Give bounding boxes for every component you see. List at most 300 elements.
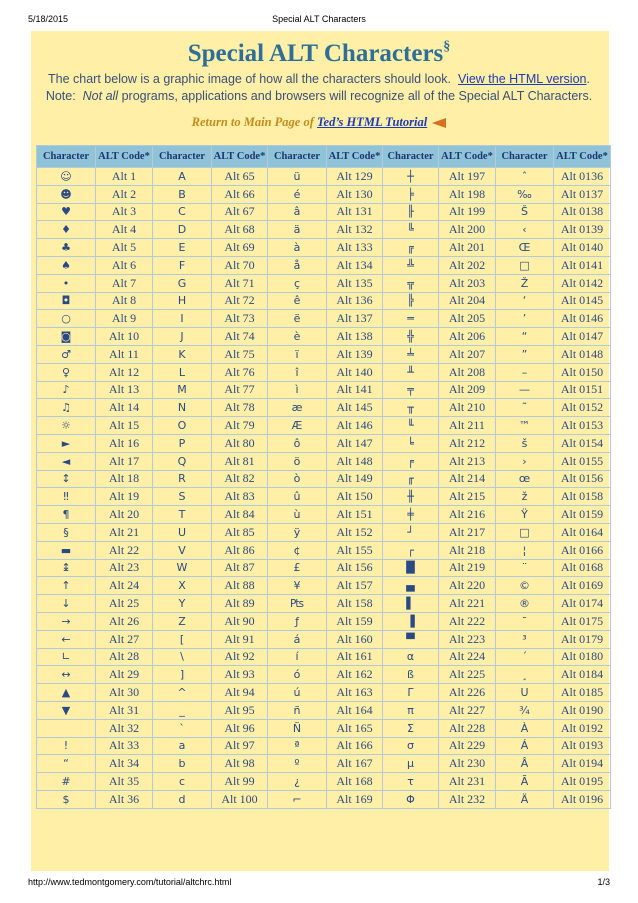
character-cell: ]: [153, 666, 212, 684]
character-cell: à: [268, 239, 327, 257]
alt-code-cell: Alt 100: [212, 790, 268, 808]
alt-code-cell: Alt 130: [327, 185, 383, 203]
alt-code-cell: Alt 80: [212, 434, 268, 452]
character-cell: –: [496, 363, 554, 381]
table-row: [37, 274, 611, 292]
table-row: [37, 488, 611, 506]
alt-code-cell: Alt 0145: [554, 292, 611, 310]
alt-code-cell: Alt 0154: [554, 434, 611, 452]
alt-code-cell: Alt 8: [96, 292, 153, 310]
character-cell: ˆ: [496, 168, 554, 186]
character-cell: Z: [153, 612, 212, 630]
alt-code-cell: Alt 0192: [554, 719, 611, 737]
character-cell: ☼: [37, 417, 96, 435]
character-cell: ù: [268, 506, 327, 524]
print-footer: [0, 877, 638, 891]
alt-code-cell: Alt 18: [96, 470, 153, 488]
character-cell: ▼: [37, 701, 96, 719]
table-row: [37, 221, 611, 239]
character-cell: º: [268, 755, 327, 773]
table-row: [37, 666, 611, 684]
character-cell: ï: [268, 345, 327, 363]
table-row: [37, 470, 611, 488]
character-cell: #: [37, 773, 96, 791]
alt-code-cell: Alt 230: [439, 755, 496, 773]
character-cell: Â: [496, 755, 554, 773]
alt-code-cell: Alt 13: [96, 381, 153, 399]
alt-code-cell: Alt 213: [439, 452, 496, 470]
character-cell: O: [153, 417, 212, 435]
character-cell: ž: [496, 488, 554, 506]
character-cell: ┼: [383, 168, 439, 186]
alt-code-cell: Alt 0141: [554, 256, 611, 274]
character-cell: ₧: [268, 595, 327, 613]
alt-code-cell: Alt 201: [439, 239, 496, 257]
alt-code-cell: Alt 0196: [554, 790, 611, 808]
character-cell: ♫: [37, 399, 96, 417]
column-header-alt-code: ALT Code*: [212, 146, 268, 168]
column-header-character: Character: [383, 146, 439, 168]
character-cell: á: [268, 630, 327, 648]
alt-code-cell: Alt 0137: [554, 185, 611, 203]
alt-code-cell: Alt 232: [439, 790, 496, 808]
character-cell: ⌐: [268, 790, 327, 808]
character-cell: ▌: [383, 595, 439, 613]
column-header-character: Character: [153, 146, 212, 168]
character-cell: N: [153, 399, 212, 417]
alt-code-cell: Alt 30: [96, 684, 153, 702]
column-header-alt-code: ALT Code*: [96, 146, 153, 168]
character-cell: ╠: [383, 292, 439, 310]
character-cell: [37, 719, 96, 737]
character-cell: ‹: [496, 221, 554, 239]
title-mark: §: [443, 38, 451, 54]
alt-code-cell: Alt 29: [96, 666, 153, 684]
alt-code-cell: Alt 0193: [554, 737, 611, 755]
character-cell: ¿: [268, 773, 327, 791]
alt-code-cell: Alt 23: [96, 559, 153, 577]
alt-code-cell: Alt 79: [212, 417, 268, 435]
alt-code-cell: Alt 169: [327, 790, 383, 808]
alt-code-cell: Alt 21: [96, 523, 153, 541]
alt-code-cell: Alt 0179: [554, 630, 611, 648]
table-row: [37, 701, 611, 719]
alt-code-cell: Alt 84: [212, 506, 268, 524]
character-cell: µ: [383, 755, 439, 773]
alt-code-cell: Alt 81: [212, 452, 268, 470]
alt-code-cell: Alt 33: [96, 737, 153, 755]
character-cell: î: [268, 363, 327, 381]
table-row: [37, 256, 611, 274]
alt-code-cell: Alt 212: [439, 434, 496, 452]
alt-code-cell: Alt 211: [439, 417, 496, 435]
alt-code-cell: Alt 78: [212, 399, 268, 417]
alt-code-cell: Alt 0155: [554, 452, 611, 470]
view-html-version-link[interactable]: View the HTML version: [457, 72, 587, 86]
page-title: Special ALT Characters§: [187, 38, 451, 67]
table-row: [37, 648, 611, 666]
character-cell: L: [153, 363, 212, 381]
alt-code-cell: Alt 70: [212, 256, 268, 274]
table-row: [37, 381, 611, 399]
character-cell: I: [153, 310, 212, 328]
table-row: [37, 755, 611, 773]
column-header-alt-code: ALT Code*: [327, 146, 383, 168]
alt-code-cell: Alt 77: [212, 381, 268, 399]
character-cell: ì: [268, 381, 327, 399]
table-row: [37, 434, 611, 452]
character-cell: ¯: [496, 612, 554, 630]
character-cell: b: [153, 755, 212, 773]
alt-code-cell: Alt 156: [327, 559, 383, 577]
print-date: 5/18/2015: [28, 14, 69, 24]
alt-code-cell: Alt 162: [327, 666, 383, 684]
character-cell: $: [37, 790, 96, 808]
character-cell: Æ: [268, 417, 327, 435]
character-cell: ’: [496, 310, 554, 328]
character-cell: ╒: [383, 452, 439, 470]
table-row: [37, 203, 611, 221]
alt-code-cell: Alt 219: [439, 559, 496, 577]
alt-code-cell: Alt 231: [439, 773, 496, 791]
alt-code-cell: Alt 197: [439, 168, 496, 186]
character-cell: _: [153, 701, 212, 719]
character-cell: ▄: [383, 577, 439, 595]
alt-code-cell: Alt 26: [96, 612, 153, 630]
character-cell: ä: [268, 221, 327, 239]
alt-code-cell: Alt 0140: [554, 239, 611, 257]
alt-code-cell: Alt 135: [327, 274, 383, 292]
character-cell: ╧: [383, 345, 439, 363]
alt-code-cell: Alt 139: [327, 345, 383, 363]
alt-code-cell: Alt 0158: [554, 488, 611, 506]
character-cell: T: [153, 506, 212, 524]
table-row: [37, 773, 611, 791]
alt-code-cell: Alt 75: [212, 345, 268, 363]
alt-code-cell: Alt 159: [327, 612, 383, 630]
alt-code-cell: Alt 31: [96, 701, 153, 719]
alt-code-cell: Alt 0138: [554, 203, 611, 221]
alt-code-cell: Alt 74: [212, 328, 268, 346]
character-cell: K: [153, 345, 212, 363]
alt-code-cell: Alt 95: [212, 701, 268, 719]
alt-code-cell: Alt 71: [212, 274, 268, 292]
alt-code-cell: Alt 76: [212, 363, 268, 381]
character-cell: Γ: [383, 684, 439, 702]
character-cell: ┌: [383, 541, 439, 559]
character-cell: í: [268, 648, 327, 666]
table-row: [37, 417, 611, 435]
alt-code-cell: Alt 35: [96, 773, 153, 791]
alt-code-cell: Alt 20: [96, 506, 153, 524]
alt-code-cell: Alt 203: [439, 274, 496, 292]
alt-code-cell: Alt 0195: [554, 773, 611, 791]
table-row: [37, 612, 611, 630]
alt-code-cell: Alt 216: [439, 506, 496, 524]
character-cell: ú: [268, 684, 327, 702]
alt-code-cell: Alt 12: [96, 363, 153, 381]
character-cell: ▀: [383, 630, 439, 648]
alt-code-cell: Alt 199: [439, 203, 496, 221]
alt-code-cell: Alt 229: [439, 737, 496, 755]
alt-code-cell: Alt 137: [327, 310, 383, 328]
alt-code-cell: Alt 16: [96, 434, 153, 452]
alt-code-cell: Alt 160: [327, 630, 383, 648]
alt-code-cell: Alt 6: [96, 256, 153, 274]
character-cell: ñ: [268, 701, 327, 719]
character-cell: ‰: [496, 185, 554, 203]
alt-code-cell: Alt 210: [439, 399, 496, 417]
alt-code-cell: Alt 218: [439, 541, 496, 559]
character-cell: ™: [496, 417, 554, 435]
table-row: [37, 168, 611, 186]
character-cell: ©: [496, 577, 554, 595]
alt-code-cell: Alt 215: [439, 488, 496, 506]
character-cell: Σ: [383, 719, 439, 737]
alt-code-cell: Alt 146: [327, 417, 383, 435]
alt-code-cell: Alt 28: [96, 648, 153, 666]
tutorial-main-page-link[interactable]: Ted’s HTML Tutorial: [317, 115, 428, 129]
alt-code-cell: Alt 226: [439, 684, 496, 702]
character-cell: π: [383, 701, 439, 719]
alt-code-cell: Alt 136: [327, 292, 383, 310]
alt-code-cell: Alt 204: [439, 292, 496, 310]
table-row: [37, 363, 611, 381]
alt-code-cell: Alt 5: [96, 239, 153, 257]
character-cell: ↕: [37, 470, 96, 488]
character-cell: ü: [268, 168, 327, 186]
character-cell: £: [268, 559, 327, 577]
alt-code-cell: Alt 145: [327, 399, 383, 417]
alt-code-cell: Alt 200: [439, 221, 496, 239]
alt-code-cell: Alt 0156: [554, 470, 611, 488]
alt-code-cell: Alt 202: [439, 256, 496, 274]
character-cell: ¥: [268, 577, 327, 595]
alt-code-cell: Alt 149: [327, 470, 383, 488]
print-header: [0, 14, 638, 28]
character-cell: ╩: [383, 256, 439, 274]
alt-code-cell: Alt 198: [439, 185, 496, 203]
character-cell: ╨: [383, 363, 439, 381]
character-cell: ▐: [383, 612, 439, 630]
character-cell: Ã: [496, 773, 554, 791]
alt-code-cell: Alt 92: [212, 648, 268, 666]
character-cell: ╘: [383, 434, 439, 452]
alt-code-cell: Alt 222: [439, 612, 496, 630]
character-cell: ╙: [383, 417, 439, 435]
character-cell: ♠: [37, 256, 96, 274]
character-cell: é: [268, 185, 327, 203]
alt-code-cell: Alt 2: [96, 185, 153, 203]
table-row: [37, 559, 611, 577]
alt-code-cell: Alt 93: [212, 666, 268, 684]
alt-code-cell: Alt 96: [212, 719, 268, 737]
alt-code-cell: Alt 25: [96, 595, 153, 613]
character-cell: C: [153, 203, 212, 221]
character-cell: Ñ: [268, 719, 327, 737]
alt-code-cell: Alt 205: [439, 310, 496, 328]
alt-code-cell: Alt 225: [439, 666, 496, 684]
intro-text: The chart below is a graphic image of how all the characters should look. View the HTML version. Note: Not all programs, applications and browsers will recognize all of the Special ALT Characters.: [45, 72, 593, 103]
table-row: [37, 292, 611, 310]
alt-code-cell: Alt 14: [96, 399, 153, 417]
character-cell: ô: [268, 434, 327, 452]
character-cell: ♥: [37, 203, 96, 221]
column-header-character: Character: [37, 146, 96, 168]
character-cell: σ: [383, 737, 439, 755]
character-cell: š: [496, 434, 554, 452]
page-number: 1/3: [597, 877, 610, 887]
return-line: Return to Main Page of Ted’s HTML Tutorial: [0, 115, 638, 130]
table-row: [37, 310, 611, 328]
table-row: [37, 684, 611, 702]
character-cell: ¾: [496, 701, 554, 719]
alt-code-cell: Alt 86: [212, 541, 268, 559]
alt-code-cell: Alt 27: [96, 630, 153, 648]
character-cell: R: [153, 470, 212, 488]
alt-code-cell: Alt 209: [439, 381, 496, 399]
table-row: [37, 541, 611, 559]
character-cell: ╞: [383, 185, 439, 203]
character-cell: ╪: [383, 506, 439, 524]
alt-code-cell: Alt 94: [212, 684, 268, 702]
character-cell: W: [153, 559, 212, 577]
character-cell: \: [153, 648, 212, 666]
alt-code-cell: Alt 68: [212, 221, 268, 239]
character-cell: ë: [268, 310, 327, 328]
character-cell: ┘: [383, 523, 439, 541]
alt-code-cell: Alt 85: [212, 523, 268, 541]
alt-code-cell: Alt 129: [327, 168, 383, 186]
character-cell: ╥: [383, 399, 439, 417]
alt-code-cell: Alt 73: [212, 310, 268, 328]
character-cell: •: [37, 274, 96, 292]
alt-code-cell: Alt 67: [212, 203, 268, 221]
table-row: [37, 523, 611, 541]
character-cell: ◙: [37, 328, 96, 346]
character-cell: ╔: [383, 239, 439, 257]
character-cell: ◘: [37, 292, 96, 310]
alt-code-cell: Alt 0152: [554, 399, 611, 417]
alt-code-cell: Alt 0159: [554, 506, 611, 524]
table-row: [37, 345, 611, 363]
alt-characters-table: [36, 145, 611, 809]
column-header-alt-code: ALT Code*: [439, 146, 496, 168]
character-cell: α: [383, 648, 439, 666]
alt-code-cell: Alt 15: [96, 417, 153, 435]
character-cell: ¨: [496, 559, 554, 577]
character-cell: ☺: [37, 168, 96, 186]
character-cell: G: [153, 274, 212, 292]
alt-code-cell: Alt 227: [439, 701, 496, 719]
alt-code-cell: Alt 90: [212, 612, 268, 630]
alt-code-cell: Alt 132: [327, 221, 383, 239]
alt-code-cell: Alt 87: [212, 559, 268, 577]
character-cell: Φ: [383, 790, 439, 808]
character-cell: ○: [37, 310, 96, 328]
alt-code-cell: Alt 147: [327, 434, 383, 452]
alt-code-cell: Alt 158: [327, 595, 383, 613]
alt-code-cell: Alt 97: [212, 737, 268, 755]
character-cell: ∟: [37, 648, 96, 666]
character-cell: ‘: [496, 292, 554, 310]
alt-code-cell: Alt 134: [327, 256, 383, 274]
alt-code-cell: Alt 166: [327, 737, 383, 755]
character-cell: œ: [496, 470, 554, 488]
character-cell: ▲: [37, 684, 96, 702]
alt-code-cell: Alt 217: [439, 523, 496, 541]
character-cell: Ä: [496, 790, 554, 808]
alt-code-cell: Alt 206: [439, 328, 496, 346]
character-cell: `: [153, 719, 212, 737]
character-cell: Ÿ: [496, 506, 554, 524]
character-cell: ò: [268, 470, 327, 488]
alt-code-cell: Alt 0184: [554, 666, 611, 684]
back-arrow-icon[interactable]: [432, 118, 446, 128]
table-row: [37, 719, 611, 737]
alt-code-cell: Alt 138: [327, 328, 383, 346]
character-cell: ↓: [37, 595, 96, 613]
character-cell: ♂: [37, 345, 96, 363]
alt-code-cell: Alt 3: [96, 203, 153, 221]
alt-code-cell: Alt 0168: [554, 559, 611, 577]
character-cell: ¦: [496, 541, 554, 559]
character-cell: !: [37, 737, 96, 755]
alt-code-cell: Alt 0147: [554, 328, 611, 346]
character-cell: ê: [268, 292, 327, 310]
alt-code-cell: Alt 7: [96, 274, 153, 292]
character-cell: ³: [496, 630, 554, 648]
alt-code-cell: Alt 83: [212, 488, 268, 506]
alt-code-cell: Alt 98: [212, 755, 268, 773]
alt-code-cell: Alt 0164: [554, 523, 611, 541]
character-cell: —: [496, 381, 554, 399]
character-cell: ^: [153, 684, 212, 702]
character-cell: ╫: [383, 488, 439, 506]
alt-code-cell: Alt 4: [96, 221, 153, 239]
character-cell: F: [153, 256, 212, 274]
character-cell: τ: [383, 773, 439, 791]
character-cell: Ž: [496, 274, 554, 292]
character-cell: ►: [37, 434, 96, 452]
character-cell: U: [496, 684, 554, 702]
alt-code-cell: Alt 0139: [554, 221, 611, 239]
alt-code-cell: Alt 0151: [554, 381, 611, 399]
alt-code-cell: Alt 82: [212, 470, 268, 488]
alt-code-cell: Alt 72: [212, 292, 268, 310]
alt-code-cell: Alt 152: [327, 523, 383, 541]
table-row: [37, 577, 611, 595]
character-cell: ↨: [37, 559, 96, 577]
character-cell: ☻: [37, 185, 96, 203]
character-cell: ╬: [383, 328, 439, 346]
alt-code-cell: Alt 214: [439, 470, 496, 488]
alt-code-cell: Alt 0190: [554, 701, 611, 719]
character-cell: Q: [153, 452, 212, 470]
character-cell: ♣: [37, 239, 96, 257]
character-cell: H: [153, 292, 212, 310]
character-cell: §: [37, 523, 96, 541]
character-cell: “: [496, 328, 554, 346]
character-cell: ↑: [37, 577, 96, 595]
character-cell: J: [153, 328, 212, 346]
table-row: [37, 737, 611, 755]
character-cell: V: [153, 541, 212, 559]
alt-code-cell: Alt 157: [327, 577, 383, 595]
alt-code-cell: Alt 69: [212, 239, 268, 257]
alt-code-cell: Alt 99: [212, 773, 268, 791]
alt-code-cell: Alt 0166: [554, 541, 611, 559]
